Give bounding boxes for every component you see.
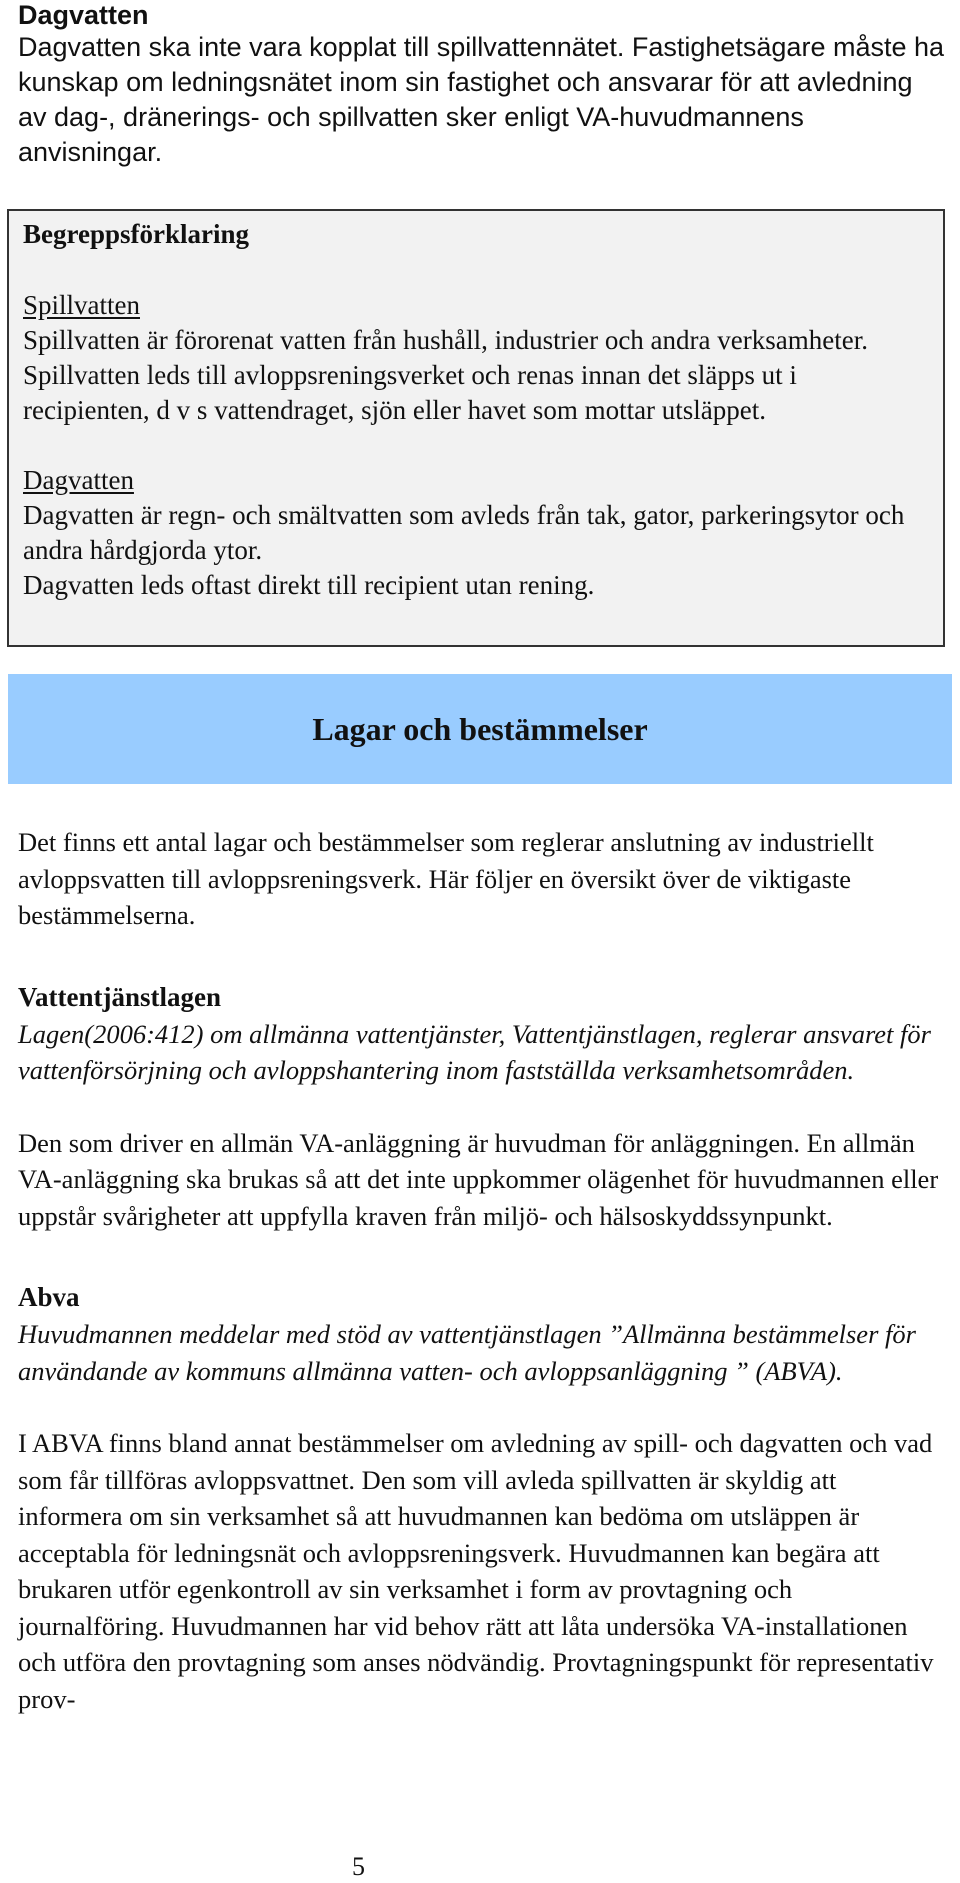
intro-heading: Dagvatten (18, 0, 149, 30)
vattentjanstlagen-heading: Vattentjänstlagen (18, 981, 222, 1012)
laws-intro: Det finns ett antal lagar och bestämmelser som reglerar anslutning av industriellt avloppsvatten till avloppsreningsverk. Här följer en översikt över de viktigaste bestämmelserna. (18, 827, 874, 930)
spillvatten-term: Spillvatten (23, 290, 140, 320)
spillvatten-definition: Spillvatten är förorenat vatten från hushåll, industrier och andra verksamheter. Spillvatten leds till avloppsreningsverket och renas innan det släpps ut i recipienten, d v s vattendraget, sjön eller havet som mottar utsläppet. (23, 325, 868, 425)
definitions-title: Begreppsförklaring (23, 219, 250, 249)
laws-section (18, 824, 943, 1717)
vattentjanstlagen-text: Den som driver en allmän VA-anläggning är huvudman för anläggningen. En allmän VA-anläggning ska brukas så att det inte uppkommer olägenhet för huvudmannen eller uppstår svårigheter att uppfylla kraven från miljö- och hälsoskyddssynpunkt. (18, 1127, 939, 1231)
abva-heading: Abva (18, 1282, 80, 1312)
dagvatten-definition-1: Dagvatten är regn- och smältvatten som avleds från tak, gator, parkeringsytor och andra hårdgjorda ytor. (23, 500, 905, 565)
intro-section (18, 0, 948, 170)
intro-paragraph: Dagvatten ska inte vara kopplat till spillvattennätet. Fastighetsägare måste ha kunskap om ledningsnätet inom sin fastighet och ansvarar för att avledning av dag-, dränerings- och spillvatten sker enligt VA-huvudmannens anvisningar. (18, 32, 945, 167)
section-banner (8, 674, 952, 784)
definitions-box (7, 209, 945, 647)
dagvatten-term: Dagvatten (23, 465, 134, 495)
vattentjanstlagen-summary: Lagen(2006:412) om allmänna vattentjänster, Vattentjänstlagen, reglerar ansvaret för vattenförsörjning och avloppshantering inom fastställda verksamhetsområden. (18, 1018, 931, 1085)
abva-text: I ABVA finns bland annat bestämmelser om avledning av spill- och dagvatten och vad som får tillföras avloppsvattnet. Den som vill avleda spillvatten är skyldig att informera om sin verksamhet så att huvudmannen kan bedöma om utsläppen är acceptabla för ledningsnät och avloppsreningsverk. Huvudmannen kan begära att brukaren utför egenkontroll av sin verksamhet i form av provtagning och journalföring. Huvudmannen har vid behov rätt att låta undersöka VA-installationen och utföra den provtagning som anses nödvändig. Provtagningspunkt för representativ prov- (18, 1428, 934, 1714)
banner-title: Lagar och bestämmelser (312, 710, 648, 747)
dagvatten-definition-2: Dagvatten leds oftast direkt till recipient utan rening. (23, 570, 595, 600)
abva-summary: Huvudmannen meddelar med stöd av vattentjänstlagen ”Allmänna bestämmelser för användande av kommuns allmänna vatten- och avloppsanläggning ” (ABVA). (18, 1319, 916, 1386)
page-number: 5 (352, 1852, 365, 1881)
